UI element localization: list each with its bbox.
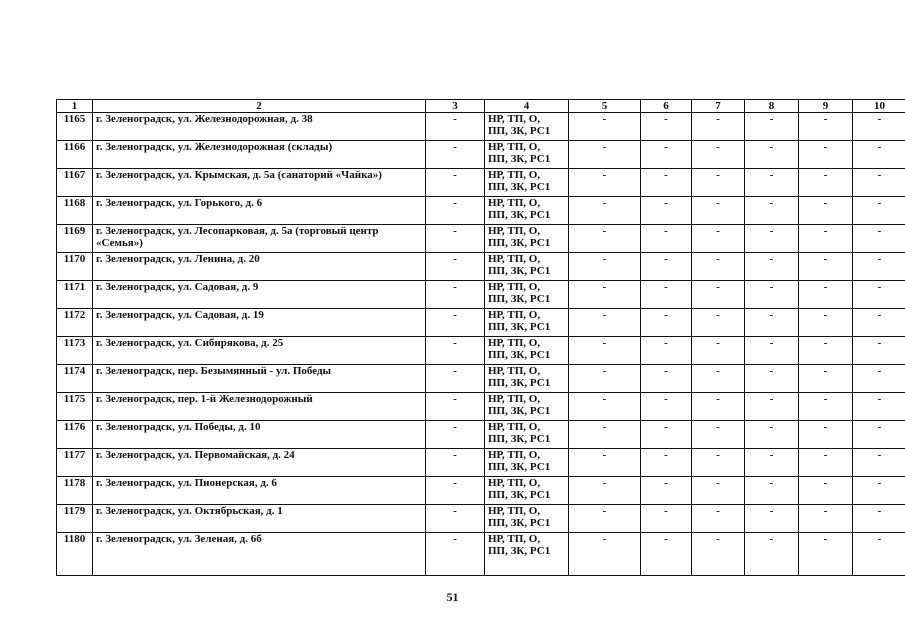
- col3-cell: -: [426, 365, 485, 393]
- row-number-cell: 1165: [57, 113, 93, 141]
- address-cell: г. Зеленоградск, ул. Железнодорожная, д. 38: [93, 113, 426, 141]
- header-col-2: 2: [93, 100, 426, 113]
- codes-line-1: НР, ТП, О,: [488, 309, 541, 321]
- col10-cell: -: [853, 253, 905, 281]
- codes-cell: [485, 281, 569, 309]
- codes-line-1: НР, ТП, О,: [488, 169, 541, 181]
- col10-cell: -: [853, 309, 905, 337]
- codes-line-1: НР, ТП, О,: [488, 253, 541, 265]
- codes-line-1: НР, ТП, О,: [488, 113, 541, 125]
- col9-cell: -: [799, 169, 853, 197]
- col8-cell: -: [745, 337, 799, 365]
- col5-cell: -: [569, 365, 641, 393]
- address-cell: г. Зеленоградск, ул. Победы, д. 10: [93, 421, 426, 449]
- address-cell: г. Зеленоградск, пер. 1-й Железнодорожный: [93, 393, 426, 421]
- col3-cell: -: [426, 309, 485, 337]
- col6-cell: -: [641, 393, 692, 421]
- col8-cell: -: [745, 253, 799, 281]
- address-cell: г. Зеленоградск, ул. Горького, д. 6: [93, 197, 426, 225]
- codes-line-1: НР, ТП, О,: [488, 449, 541, 461]
- col5-cell: -: [569, 421, 641, 449]
- codes-line-2: ПП, ЗК, РС1: [488, 321, 551, 333]
- codes-cell: [485, 337, 569, 365]
- row-number-cell: 1180: [57, 533, 93, 576]
- col7-cell: -: [692, 365, 745, 393]
- col8-cell: -: [745, 309, 799, 337]
- col7-cell: -: [692, 393, 745, 421]
- col5-cell: -: [569, 533, 641, 576]
- col6-cell: -: [641, 421, 692, 449]
- codes-line-2: ПП, ЗК, РС1: [488, 461, 551, 473]
- codes-cell: [485, 197, 569, 225]
- col7-cell: -: [692, 113, 745, 141]
- codes-line-2: ПП, ЗК, РС1: [488, 181, 551, 193]
- table-row: [57, 225, 905, 253]
- codes-line-2: ПП, ЗК, РС1: [488, 377, 551, 389]
- codes-line-2: ПП, ЗК, РС1: [488, 545, 551, 557]
- col5-cell: -: [569, 477, 641, 505]
- table-body: [57, 113, 905, 576]
- table-row: [57, 393, 905, 421]
- col9-cell: -: [799, 141, 853, 169]
- col10-cell: -: [853, 533, 905, 576]
- table-row: [57, 421, 905, 449]
- col9-cell: -: [799, 113, 853, 141]
- row-number-cell: 1176: [57, 421, 93, 449]
- col7-cell: -: [692, 533, 745, 576]
- col7-cell: -: [692, 505, 745, 533]
- codes-cell: [485, 533, 569, 576]
- address-cell: г. Зеленоградск, ул. Октябрьская, д. 1: [93, 505, 426, 533]
- codes-cell: [485, 449, 569, 477]
- table-row: [57, 449, 905, 477]
- row-number-cell: 1174: [57, 365, 93, 393]
- col10-cell: -: [853, 113, 905, 141]
- codes-line-1: НР, ТП, О,: [488, 281, 541, 293]
- codes-line-2: ПП, ЗК, РС1: [488, 349, 551, 361]
- codes-cell: [485, 477, 569, 505]
- table-row: [57, 477, 905, 505]
- col7-cell: -: [692, 337, 745, 365]
- table-row: [57, 113, 905, 141]
- header-col-10: 10: [853, 100, 905, 113]
- row-number-cell: 1167: [57, 169, 93, 197]
- codes-line-2: ПП, ЗК, РС1: [488, 125, 551, 137]
- address-cell: г. Зеленоградск, ул. Лесопарковая, д. 5а (торговый центр «Семья»): [93, 225, 426, 253]
- col6-cell: -: [641, 449, 692, 477]
- codes-line-2: ПП, ЗК, РС1: [488, 265, 551, 277]
- row-number-cell: 1170: [57, 253, 93, 281]
- table-row: [57, 281, 905, 309]
- codes-line-2: ПП, ЗК, РС1: [488, 293, 551, 305]
- table-row: [57, 505, 905, 533]
- col10-cell: -: [853, 477, 905, 505]
- col8-cell: -: [745, 225, 799, 253]
- col6-cell: -: [641, 309, 692, 337]
- col3-cell: -: [426, 169, 485, 197]
- col3-cell: -: [426, 281, 485, 309]
- col6-cell: -: [641, 365, 692, 393]
- row-number-cell: 1178: [57, 477, 93, 505]
- col10-cell: -: [853, 365, 905, 393]
- col10-cell: -: [853, 197, 905, 225]
- col6-cell: -: [641, 337, 692, 365]
- header-col-5: 5: [569, 100, 641, 113]
- col8-cell: -: [745, 533, 799, 576]
- codes-cell: [485, 365, 569, 393]
- address-cell: г. Зеленоградск, ул. Ленина, д. 20: [93, 253, 426, 281]
- col10-cell: -: [853, 141, 905, 169]
- col7-cell: -: [692, 225, 745, 253]
- col6-cell: -: [641, 477, 692, 505]
- address-cell: г. Зеленоградск, ул. Железнодорожная (склады): [93, 141, 426, 169]
- address-cell: г. Зеленоградск, ул. Крымская, д. 5а (санаторий «Чайка»): [93, 169, 426, 197]
- col8-cell: -: [745, 505, 799, 533]
- header-col-8: 8: [745, 100, 799, 113]
- col5-cell: -: [569, 141, 641, 169]
- row-number-cell: 1177: [57, 449, 93, 477]
- col6-cell: -: [641, 533, 692, 576]
- codes-line-1: НР, ТП, О,: [488, 505, 541, 517]
- col9-cell: -: [799, 449, 853, 477]
- codes-line-1: НР, ТП, О,: [488, 365, 541, 377]
- col3-cell: -: [426, 253, 485, 281]
- col9-cell: -: [799, 365, 853, 393]
- col9-cell: -: [799, 197, 853, 225]
- col7-cell: -: [692, 197, 745, 225]
- col7-cell: -: [692, 421, 745, 449]
- row-number-cell: 1179: [57, 505, 93, 533]
- header-col-9: 9: [799, 100, 853, 113]
- codes-cell: [485, 169, 569, 197]
- codes-line-1: НР, ТП, О,: [488, 533, 541, 545]
- row-number-cell: 1171: [57, 281, 93, 309]
- col10-cell: -: [853, 225, 905, 253]
- address-table: [56, 99, 905, 576]
- row-number-cell: 1168: [57, 197, 93, 225]
- header-row: [57, 100, 905, 113]
- col6-cell: -: [641, 281, 692, 309]
- col10-cell: -: [853, 449, 905, 477]
- col3-cell: -: [426, 197, 485, 225]
- col7-cell: -: [692, 477, 745, 505]
- table-row: [57, 365, 905, 393]
- address-cell: г. Зеленоградск, ул. Пионерская, д. 6: [93, 477, 426, 505]
- page-number: 51: [446, 590, 459, 604]
- col8-cell: -: [745, 449, 799, 477]
- row-number-cell: 1169: [57, 225, 93, 253]
- table-row: [57, 309, 905, 337]
- col10-cell: -: [853, 281, 905, 309]
- header-col-3: 3: [426, 100, 485, 113]
- col5-cell: -: [569, 253, 641, 281]
- col3-cell: -: [426, 477, 485, 505]
- codes-cell: [485, 309, 569, 337]
- col3-cell: -: [426, 421, 485, 449]
- header-col-7: 7: [692, 100, 745, 113]
- col5-cell: -: [569, 309, 641, 337]
- address-cell: г. Зеленоградск, ул. Садовая, д. 19: [93, 309, 426, 337]
- col3-cell: -: [426, 393, 485, 421]
- table-row: [57, 169, 905, 197]
- col5-cell: -: [569, 169, 641, 197]
- col9-cell: -: [799, 393, 853, 421]
- col8-cell: -: [745, 113, 799, 141]
- codes-line-2: ПП, ЗК, РС1: [488, 517, 551, 529]
- col5-cell: -: [569, 449, 641, 477]
- col5-cell: -: [569, 393, 641, 421]
- table-row: [57, 253, 905, 281]
- col7-cell: -: [692, 281, 745, 309]
- col5-cell: -: [569, 113, 641, 141]
- table-row: [57, 141, 905, 169]
- codes-cell: [485, 393, 569, 421]
- codes-cell: [485, 253, 569, 281]
- col5-cell: -: [569, 505, 641, 533]
- header-col-4: 4: [485, 100, 569, 113]
- codes-line-2: ПП, ЗК, РС1: [488, 405, 551, 417]
- table-row: [57, 197, 905, 225]
- col3-cell: -: [426, 505, 485, 533]
- row-number-cell: 1166: [57, 141, 93, 169]
- col8-cell: -: [745, 365, 799, 393]
- col7-cell: -: [692, 449, 745, 477]
- codes-line-1: НР, ТП, О,: [488, 141, 541, 153]
- col6-cell: -: [641, 169, 692, 197]
- codes-cell: [485, 141, 569, 169]
- codes-cell: [485, 113, 569, 141]
- header-col-1: 1: [57, 100, 93, 113]
- table-row: [57, 337, 905, 365]
- codes-cell: [485, 421, 569, 449]
- col7-cell: -: [692, 309, 745, 337]
- col8-cell: -: [745, 169, 799, 197]
- col6-cell: -: [641, 505, 692, 533]
- codes-line-2: ПП, ЗК, РС1: [488, 433, 551, 445]
- address-cell: г. Зеленоградск, ул. Сибирякова, д. 25: [93, 337, 426, 365]
- address-cell: г. Зеленоградск, ул. Садовая, д. 9: [93, 281, 426, 309]
- col10-cell: -: [853, 393, 905, 421]
- address-cell: г. Зеленоградск, ул. Первомайская, д. 24: [93, 449, 426, 477]
- col6-cell: -: [641, 141, 692, 169]
- col5-cell: -: [569, 225, 641, 253]
- col8-cell: -: [745, 477, 799, 505]
- col9-cell: -: [799, 253, 853, 281]
- col6-cell: -: [641, 225, 692, 253]
- col8-cell: -: [745, 281, 799, 309]
- row-number-cell: 1172: [57, 309, 93, 337]
- codes-line-1: НР, ТП, О,: [488, 477, 541, 489]
- col5-cell: -: [569, 281, 641, 309]
- codes-line-2: ПП, ЗК, РС1: [488, 489, 551, 501]
- col10-cell: -: [853, 421, 905, 449]
- codes-line-1: НР, ТП, О,: [488, 225, 541, 237]
- codes-line-2: ПП, ЗК, РС1: [488, 153, 551, 165]
- col3-cell: -: [426, 113, 485, 141]
- col10-cell: -: [853, 169, 905, 197]
- col8-cell: -: [745, 197, 799, 225]
- col9-cell: -: [799, 533, 853, 576]
- col9-cell: -: [799, 421, 853, 449]
- codes-line-1: НР, ТП, О,: [488, 337, 541, 349]
- address-cell: г. Зеленоградск, пер. Безымянный - ул. Победы: [93, 365, 426, 393]
- col9-cell: -: [799, 225, 853, 253]
- col6-cell: -: [641, 113, 692, 141]
- col7-cell: -: [692, 253, 745, 281]
- codes-line-1: НР, ТП, О,: [488, 421, 541, 433]
- table-row: [57, 533, 905, 576]
- codes-line-1: НР, ТП, О,: [488, 197, 541, 209]
- codes-cell: [485, 225, 569, 253]
- row-number-cell: 1173: [57, 337, 93, 365]
- col8-cell: -: [745, 421, 799, 449]
- header-col-6: 6: [641, 100, 692, 113]
- col5-cell: -: [569, 337, 641, 365]
- col6-cell: -: [641, 253, 692, 281]
- col3-cell: -: [426, 225, 485, 253]
- codes-line-2: ПП, ЗК, РС1: [488, 209, 551, 221]
- col3-cell: -: [426, 337, 485, 365]
- col10-cell: -: [853, 337, 905, 365]
- col6-cell: -: [641, 197, 692, 225]
- col5-cell: -: [569, 197, 641, 225]
- col3-cell: -: [426, 141, 485, 169]
- codes-line-2: ПП, ЗК, РС1: [488, 237, 551, 249]
- col9-cell: -: [799, 337, 853, 365]
- col3-cell: -: [426, 533, 485, 576]
- col3-cell: -: [426, 449, 485, 477]
- col9-cell: -: [799, 477, 853, 505]
- table-header: [57, 100, 905, 113]
- col9-cell: -: [799, 505, 853, 533]
- col9-cell: -: [799, 281, 853, 309]
- col8-cell: -: [745, 393, 799, 421]
- row-number-cell: 1175: [57, 393, 93, 421]
- codes-line-1: НР, ТП, О,: [488, 393, 541, 405]
- col9-cell: -: [799, 309, 853, 337]
- col7-cell: -: [692, 169, 745, 197]
- codes-cell: [485, 505, 569, 533]
- col10-cell: -: [853, 505, 905, 533]
- col7-cell: -: [692, 141, 745, 169]
- col8-cell: -: [745, 141, 799, 169]
- address-cell: г. Зеленоградск, ул. Зеленая, д. 6б: [93, 533, 426, 576]
